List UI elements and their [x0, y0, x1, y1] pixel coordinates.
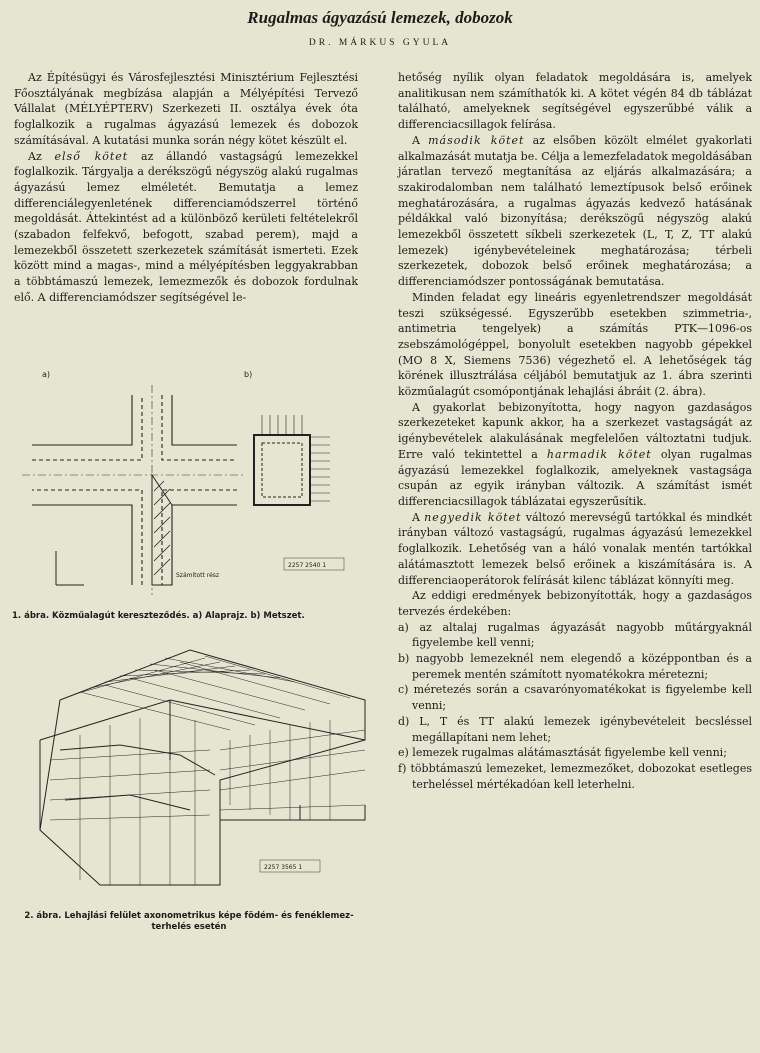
- text-span: az állandó vastagságú lemezekkel foglalkozik. Tárgyalja a derékszögű négyszög alakú rugalmas ágyazású lemez elméletét. Bemutatja a lemez differenciálegyenletének differenciamódszerrel történő megoldását. Áttekintést ad a különböző kerületi feltételekről (szabadon felfekvő, befogott, szabad perem), majd a lemezekből összetett szerkezetek számítását ismerteti. Ezek között mind a magas-, mind a mélyépítésben leggyakrabban a többtámaszú lemezek, lemezmezők és dobozok fordulnak elő. A differenciamódszer segítségével le-: [14, 149, 358, 304]
- paragraph-results: Az eddigi eredmények bebizonyították, hogy a gazdaságos tervezés érdekében:: [398, 589, 752, 618]
- figure-2-caption: 2. ábra. Lehajlási felület axonometrikus képe födém- és fenéklemez-terhelés esetén: [24, 911, 354, 932]
- section-drawing: [254, 415, 330, 505]
- text-span: A gyakorlat bebizonyította, hogy nagyon gazdaságos szerkezeteket kapunk akkor, ha a szerkezet vastagságát az igénybevételek alakulásának megfelelően változtatni tudjuk. Erre való tekintettel a: [398, 400, 752, 461]
- list-item: e) lemezek rugalmas alátámasztását figyelembe kell venni;: [398, 746, 727, 760]
- figure-2-drawing: [20, 630, 370, 900]
- axonometric-mesh: [40, 650, 365, 885]
- paragraph-fourth-volume: [398, 510, 752, 589]
- paragraph-intro: Az Építésügyi és Városfejlesztési Minisztérium Fejlesztési Főosztályának megbízása alapján a Mélyépítési Tervező Vállalat (MÉLYÉPTERV) Szerkezeti II. osztálya évek óta foglalkozik a rugalmas ágyazású lemezek és dobozok számításával. A kutatási munka során négy kötet készült el.: [14, 71, 358, 147]
- figure-1a-label: a): [42, 370, 51, 379]
- text-span: A: [412, 133, 429, 147]
- computed-part-label: Számított rész: [176, 572, 220, 579]
- list-item: a) az altalaj rugalmas ágyazását nagyobb műtárgyaknál figyelembe kell venni;: [398, 620, 752, 650]
- emphasis-first-volume: első kötet: [54, 149, 129, 163]
- emphasis-fourth-volume: negyedik kötet: [424, 510, 522, 524]
- list-item: f) többtámaszú lemezeket, lemezmezőket, dobozokat esetleges terheléssel mértékadóan kell leterhelni.: [398, 761, 752, 791]
- text-span: az elsőben közölt elmélet gyakorlati alkalmazását mutatja be. Célja a lemezfeladatok megoldásában járatlan tervező megtanítása az eljárás alkalmazására; a szakirodalomban nem található lemeztípusok belső erőinek meghatározására, a rugalmas ágyazás kedvező hatásának példákkal való bizonyítása; derékszögű négyszög alakú lemezekből összetett síkbeli szerkezetek (L, T, Z, TT alakú lemezek) igénybevételeinek meghatározása; térbeli szerkezetek, dobozok belső erőinek meghatározása; a differenciamódszer pontosságának bemutatása.: [398, 133, 753, 289]
- emphasis-third-volume: harmadik kötet: [546, 447, 652, 461]
- list-item: b) nagyobb lemezeknél nem elegendő a középpontban és a peremek mentén számított nyomatékokra méretezni;: [398, 652, 752, 681]
- emphasis-second-volume: második kötet: [428, 133, 525, 147]
- paragraph-third-volume: [398, 400, 752, 510]
- paragraph-first-volume: [14, 149, 358, 306]
- list-item: d) L, T és TT alakú lemezek igénybevételeit becsléssel megállapítani nem lehet;: [398, 714, 752, 744]
- stamp-number: 2257 2540 1: [288, 562, 327, 569]
- axis-lines: [22, 385, 244, 595]
- plan-outline: [32, 395, 237, 585]
- figure-1b-label: b): [244, 370, 253, 379]
- article-title: Rugalmas ágyazású lemezek, dobozok: [247, 8, 513, 27]
- text-span: változó merevségű tartókkal és mindkét irányban változó vastagságú, rugalmas ágyazású lemezekkel foglalkozik. Lehetőség van a háló vonalak mentén tartókkal alátámasztott lemezek belső erőinek a kiszámítására is. A differenciaoperátorok felírását kilenc táblázat könnyíti meg.: [398, 510, 752, 587]
- stamp-number: 2257 3565 1: [264, 864, 303, 871]
- left-column: [14, 70, 358, 306]
- paragraph-equation-system: Minden feladat egy lineáris egyenletrendszer megoldását teszi szükségessé. Egyszerűbb esetekben szimmetria-, antimetria tengelyek) a számítás PTK—1096-os zsebszámológéppel, bonyolult esetekben nagyobb gépekkel (MO 8 X, Siemens 7536) végezhető el. A lehetőségek tág körének illusztrálása céljából bemutatjuk az 1. ábra szerinti közműalagút csomópontjának lehajlási ábráit (2. ábra).: [398, 290, 752, 399]
- text-span: A: [412, 510, 425, 524]
- figure-1-drawing: [12, 365, 370, 605]
- paragraph-second-volume: [398, 133, 752, 290]
- author-name: DR. MÁRKUS GYULA: [308, 38, 452, 48]
- figure-1-caption: 1. ábra. Közműalagút kereszteződés. a) Alaprajz. b) Metszet.: [12, 611, 305, 621]
- text-span: Az: [28, 149, 55, 163]
- text-span: olyan rugalmas ágyazású lemezekkel foglalkozik, amelyeknek vastagsága csupán az egyik irányban változik. A számítást ismét differenciacsillagok táblázatai egyszerűsítik.: [398, 447, 753, 508]
- conclusions-list: [398, 620, 752, 793]
- list-item: c) méretezés során a csavarónyomatékokat is figyelembe kell venni;: [398, 683, 752, 713]
- right-column: [398, 70, 752, 792]
- paragraph-continued: hetőség nyílik olyan feladatok megoldására is, amelyek analitikusan nem számíthatók ki. A kötet végén 84 db táblázat található, amelyeknek segítségével egyszerűbbé válik a differenciacsillagok felírása.: [398, 71, 752, 132]
